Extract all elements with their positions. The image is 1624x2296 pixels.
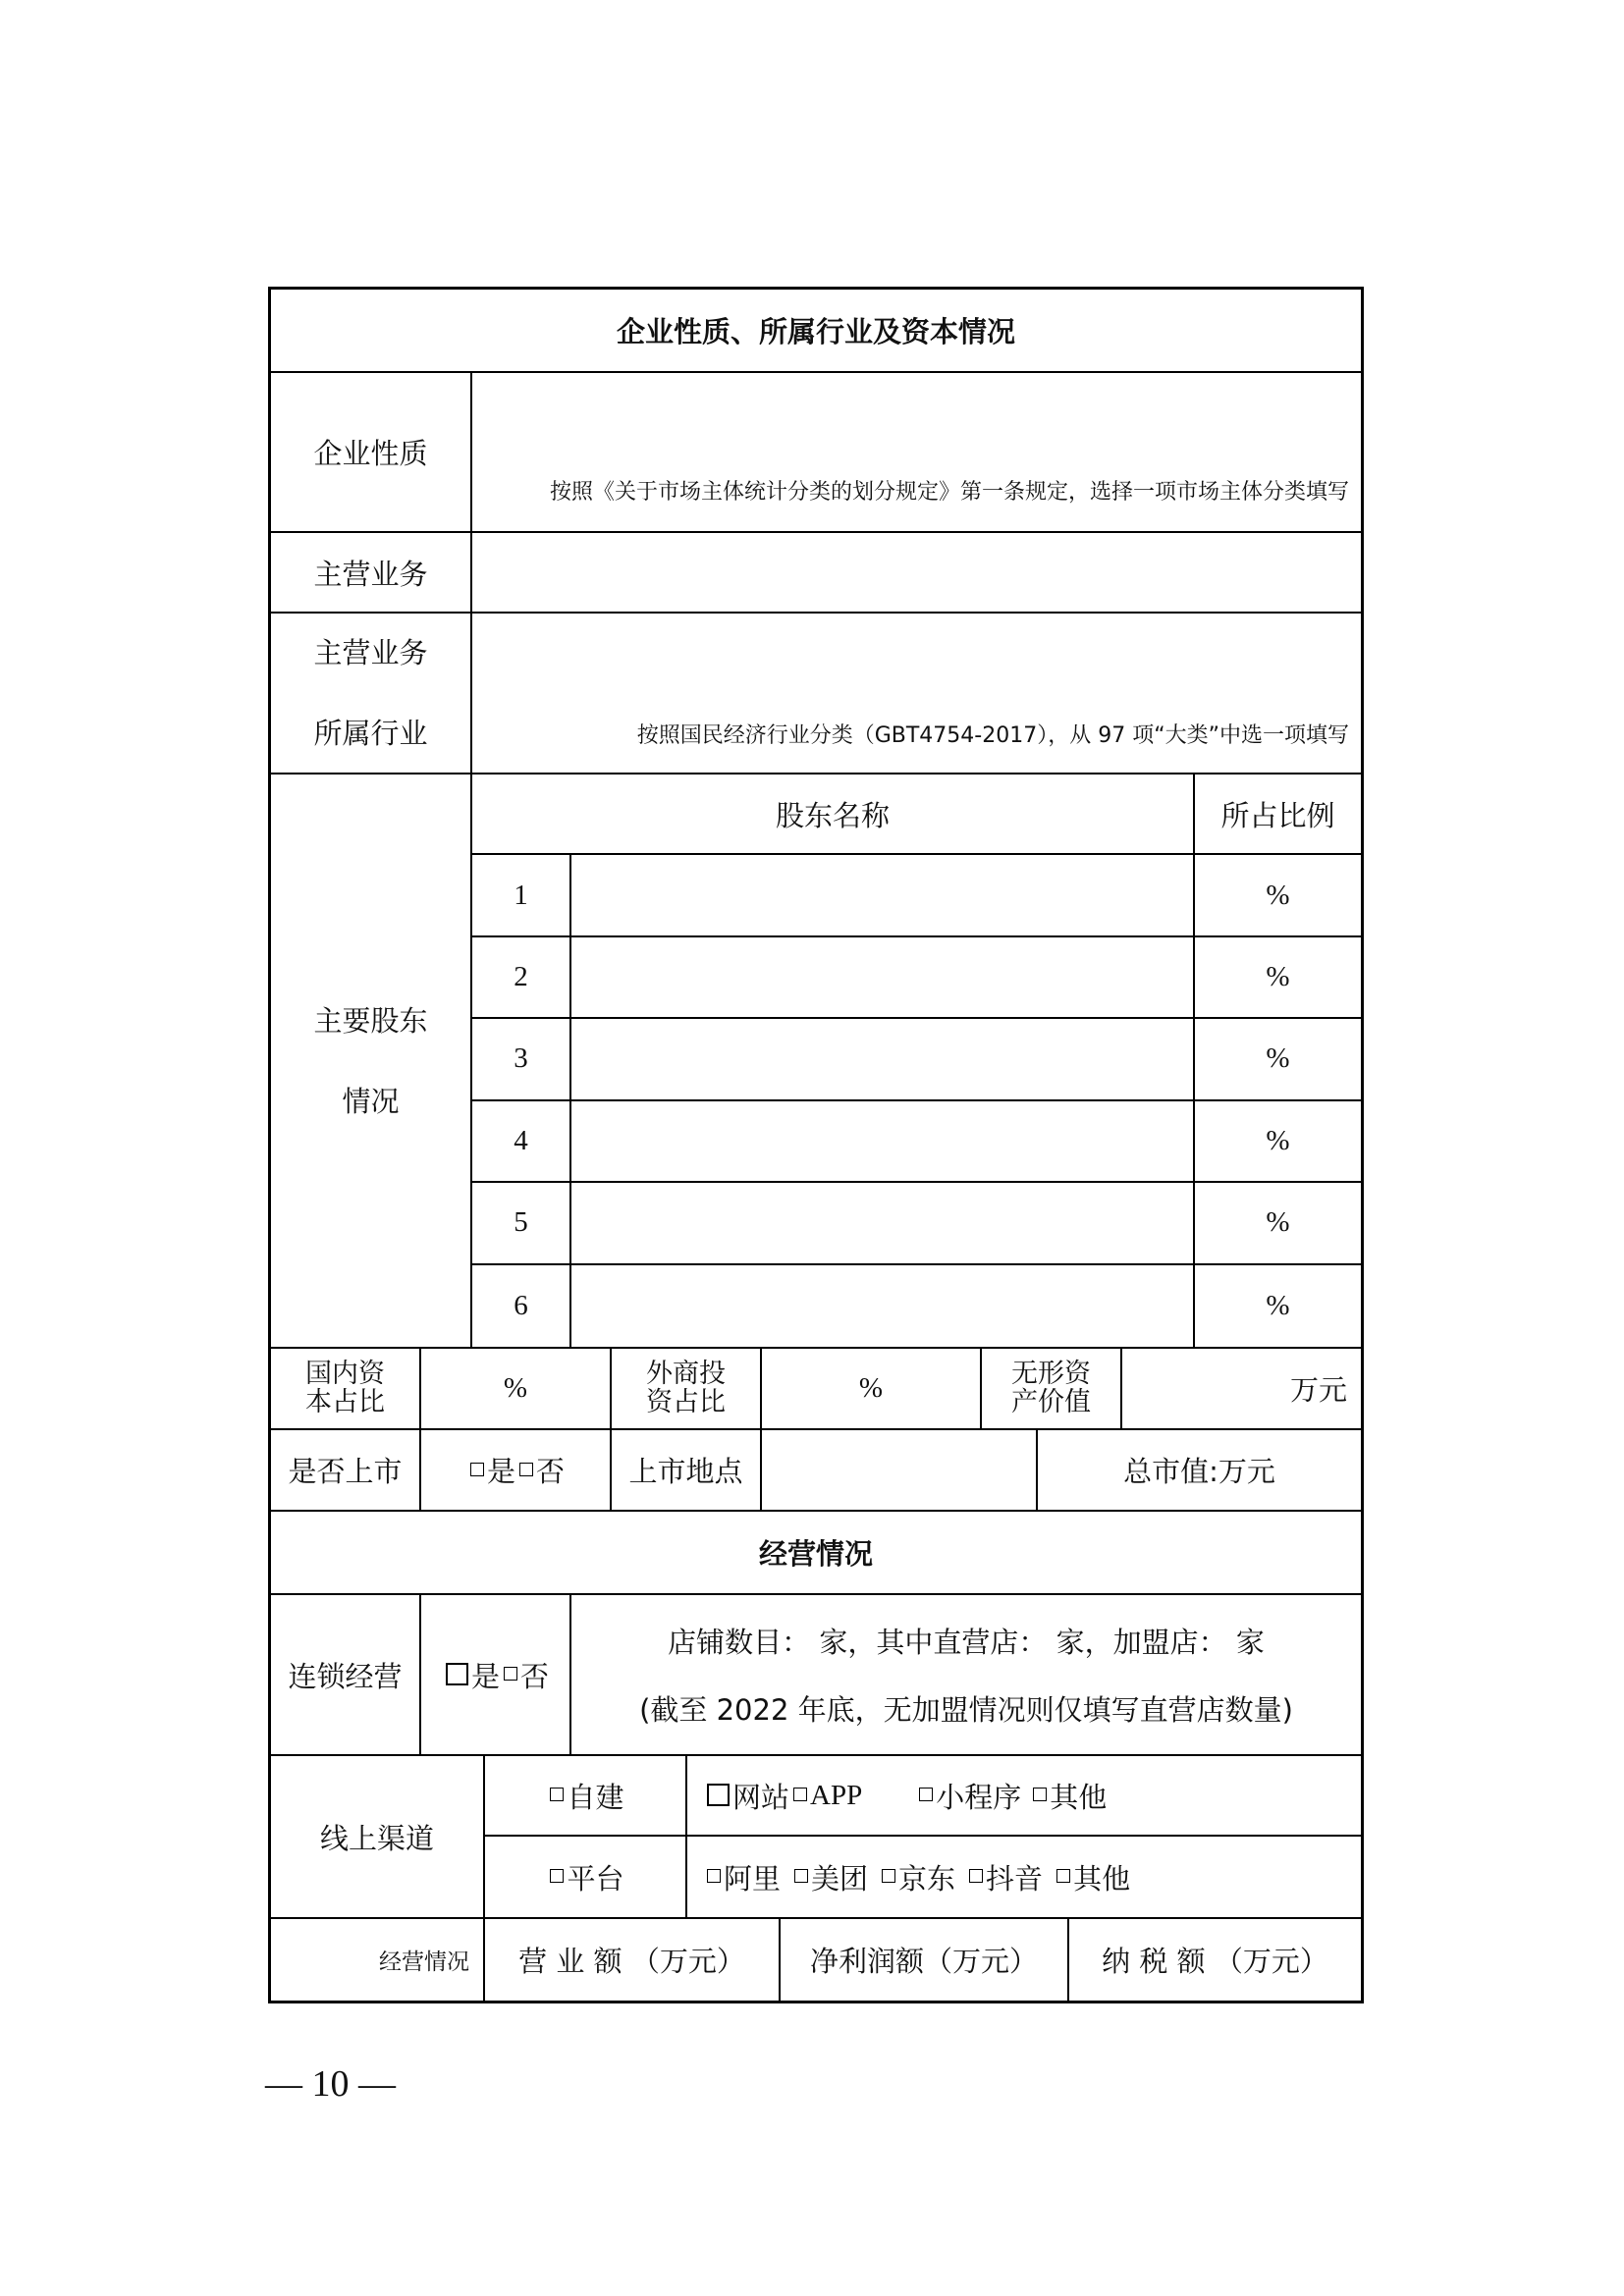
listing-place-label: 上市地点	[612, 1430, 762, 1510]
shareholder-no: 1	[472, 855, 571, 934]
chain-label: 连锁经营	[271, 1595, 421, 1754]
table-row	[472, 937, 1361, 1019]
industry-field[interactable]	[472, 614, 1361, 773]
listed-yes-label: 是	[486, 1455, 515, 1488]
listed-no-checkbox[interactable]	[519, 1463, 533, 1476]
industry-label	[271, 614, 472, 773]
intangible-asset-unit: 万元	[1289, 1373, 1347, 1407]
listed-label: 是否上市	[271, 1430, 421, 1510]
douyin-label: 抖音	[986, 1861, 1044, 1896]
listing-row	[271, 1430, 1361, 1512]
table-row	[472, 1265, 1361, 1347]
chain-no-checkbox[interactable]	[504, 1667, 517, 1681]
main-business-field[interactable]	[472, 533, 1361, 612]
market-value-label: 总市值:万元	[1123, 1455, 1275, 1488]
meituan-checkbox[interactable]	[794, 1869, 808, 1883]
chain-options	[421, 1595, 571, 1754]
shareholders-label	[271, 774, 472, 1347]
jd-checkbox[interactable]	[882, 1869, 895, 1883]
listed-options	[421, 1430, 612, 1510]
platform-row	[485, 1837, 1361, 1917]
intangible-asset-field[interactable]	[1122, 1349, 1361, 1428]
enterprise-nature-field[interactable]	[472, 373, 1361, 531]
shareholder-pct-field[interactable]: %	[1266, 879, 1290, 911]
shareholder-pct-field[interactable]: %	[1266, 1042, 1290, 1075]
chain-operation-row	[271, 1595, 1361, 1756]
enterprise-info-form	[268, 287, 1364, 2003]
enterprise-nature-note: 按照《关于市场主体统计分类的划分规定》第一条规定，选择一项市场主体分类填写	[549, 480, 1349, 505]
self-built-label: 自建	[567, 1780, 624, 1814]
intangible-asset-label-line2: 产价值	[1011, 1386, 1091, 1417]
platform-checkbox[interactable]	[550, 1869, 564, 1883]
enterprise-nature-row	[271, 373, 1361, 533]
shareholder-name-field[interactable]	[571, 1019, 1195, 1098]
shareholder-no: 5	[472, 1183, 571, 1262]
industry-note: 按照国民经济行业分类（GBT4754-2017），从 97 项“大类”中选一项填写	[636, 723, 1349, 748]
operations-label: 经营情况	[271, 1919, 485, 2001]
shareholders-label-line1: 主要股东	[313, 1003, 428, 1038]
intangible-asset-label	[982, 1349, 1122, 1428]
shareholder-pct-field[interactable]: %	[1266, 1206, 1290, 1239]
foreign-capital-label-line1: 外商投	[646, 1359, 726, 1390]
shareholder-pct-field[interactable]: %	[1266, 1124, 1290, 1156]
section-title: 经营情况	[758, 1537, 873, 1571]
chain-no-label: 否	[520, 1659, 550, 1693]
foreign-capital-label-line2: 资占比	[646, 1386, 726, 1417]
listed-no-label: 否	[536, 1455, 566, 1488]
shareholder-name-header: 股东名称	[472, 774, 1195, 853]
store-count-note: (截至 2022 年底，无加盟情况则仅填写直营店数量)	[639, 1693, 1293, 1727]
mini-program-label: 小程序	[936, 1780, 1022, 1814]
main-business-row	[271, 533, 1361, 614]
domestic-capital-label-line2: 本占比	[305, 1386, 385, 1417]
shareholder-name-field[interactable]	[571, 937, 1195, 1017]
shareholders-block	[271, 774, 1361, 1349]
operations-row	[271, 1919, 1361, 2001]
chain-yes-label: 是	[470, 1659, 500, 1693]
other-platform-label: 其他	[1073, 1861, 1131, 1896]
intangible-asset-label-line1: 无形资	[1011, 1359, 1091, 1390]
enterprise-nature-label: 企业性质	[271, 373, 472, 531]
other-self-checkbox[interactable]	[1033, 1788, 1047, 1801]
shareholder-no: 3	[472, 1019, 571, 1098]
other-self-label: 其他	[1050, 1780, 1108, 1814]
shareholder-no: 4	[472, 1101, 571, 1181]
shareholders-label-line2: 情况	[342, 1084, 400, 1118]
domestic-capital-label-line1: 国内资	[305, 1359, 385, 1390]
capital-ratio-row	[271, 1349, 1361, 1430]
domestic-capital-label	[271, 1349, 421, 1428]
platform-option	[485, 1837, 687, 1917]
section-title: 企业性质、所属行业及资本情况	[616, 315, 1015, 348]
shareholder-name-field[interactable]	[571, 1101, 1195, 1181]
table-row	[472, 1183, 1361, 1264]
shareholder-no: 2	[472, 937, 571, 1017]
table-row	[472, 1019, 1361, 1100]
chain-yes-checkbox[interactable]	[446, 1663, 468, 1685]
shareholder-name-field[interactable]	[571, 1183, 1195, 1262]
meituan-label: 美团	[811, 1861, 869, 1896]
online-channel-options	[485, 1756, 1361, 1917]
website-label: 网站	[732, 1780, 790, 1814]
alibaba-label: 阿里	[724, 1861, 782, 1896]
foreign-capital-field[interactable]: %	[762, 1349, 982, 1428]
shareholder-name-field[interactable]	[571, 1265, 1195, 1347]
other-platform-checkbox[interactable]	[1056, 1869, 1070, 1883]
shareholder-pct-field[interactable]: %	[1266, 1289, 1290, 1321]
app-checkbox[interactable]	[793, 1788, 807, 1801]
platform-label: 平台	[567, 1861, 624, 1896]
table-row	[472, 1101, 1361, 1183]
market-value-field[interactable]	[1038, 1430, 1361, 1510]
online-channel-label: 线上渠道	[271, 1756, 485, 1917]
industry-label-line1: 主营业务	[313, 636, 428, 669]
domestic-capital-field[interactable]: %	[421, 1349, 612, 1428]
douyin-checkbox[interactable]	[969, 1869, 983, 1883]
shareholder-pct-field[interactable]: %	[1266, 961, 1290, 993]
self-built-option	[485, 1756, 687, 1835]
shareholders-header-row	[472, 774, 1361, 855]
store-count-field[interactable]	[571, 1595, 1361, 1754]
mini-program-checkbox[interactable]	[919, 1788, 933, 1801]
main-business-label: 主营业务	[271, 533, 472, 612]
self-built-checkbox[interactable]	[550, 1788, 564, 1801]
shareholders-table	[472, 774, 1361, 1347]
section-title-row	[271, 290, 1361, 373]
app-label: APP	[810, 1779, 863, 1811]
net-profit-header: 净利润额（万元）	[781, 1919, 1069, 2001]
shareholder-ratio-header: 所占比例	[1220, 798, 1335, 832]
industry-row	[271, 614, 1361, 774]
listing-place-field[interactable]	[762, 1430, 1038, 1510]
online-channel-block	[271, 1756, 1361, 1919]
self-built-channels	[687, 1756, 1361, 1835]
table-row	[472, 855, 1361, 936]
self-built-row	[485, 1756, 1361, 1837]
shareholder-no: 6	[472, 1265, 571, 1347]
tax-header: 纳 税 额 （万元）	[1102, 1945, 1328, 1978]
listed-yes-checkbox[interactable]	[470, 1463, 484, 1476]
jd-label: 京东	[898, 1861, 956, 1896]
industry-label-line2: 所属行业	[313, 717, 428, 750]
website-checkbox[interactable]	[707, 1784, 730, 1806]
shareholder-name-field[interactable]	[571, 855, 1195, 934]
store-count-text: 店铺数目： 家，其中直营店： 家，加盟店： 家	[668, 1626, 1265, 1659]
page-number: — 10 —	[265, 2063, 396, 2105]
foreign-capital-label	[612, 1349, 762, 1428]
section-title-row	[271, 1512, 1361, 1595]
platform-channels	[687, 1837, 1361, 1917]
revenue-header: 营 业 额 （万元）	[485, 1919, 781, 2001]
alibaba-checkbox[interactable]	[707, 1869, 721, 1883]
